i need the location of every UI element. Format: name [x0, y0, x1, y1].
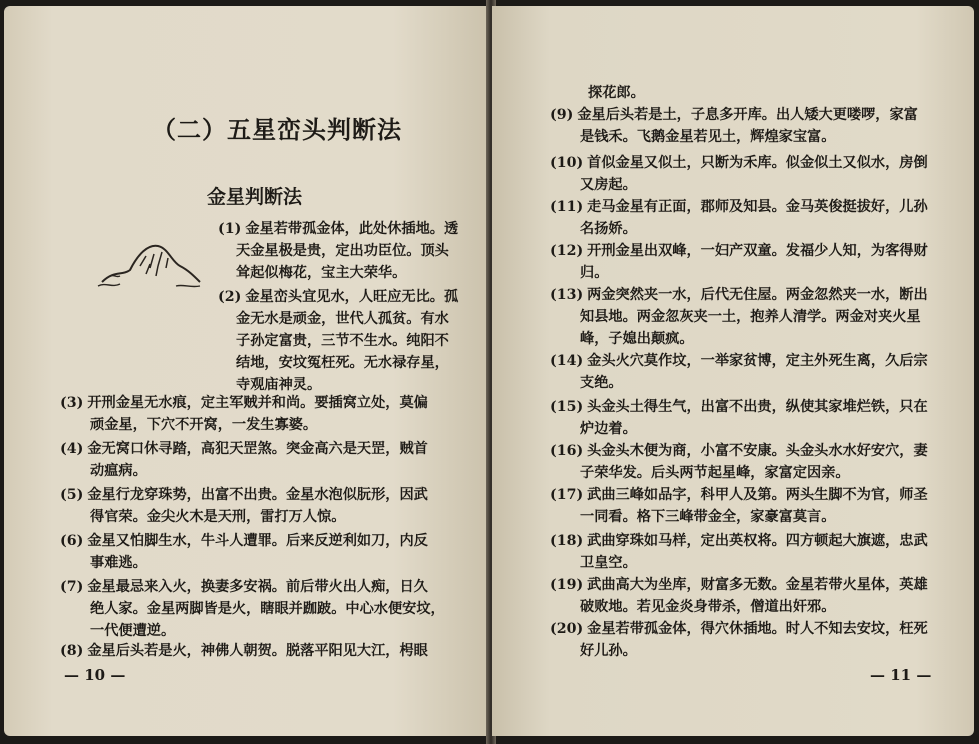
entry-line: 又房起。 [580, 177, 637, 193]
entry-line: 金无窝口休寻踏，高犯天罡煞。突金高六是天罡，贼首 [87, 441, 428, 457]
entry-line: 结地，安坟冤枉死。无水禄存星， [236, 355, 449, 371]
entry-10 [550, 152, 928, 196]
entry-line: 峰，子媳出颠疯。 [580, 331, 694, 347]
entry-line: 卫皇空。 [580, 555, 637, 571]
entry-number: (7) [60, 579, 84, 595]
entry-line: 两金突然夹一水，后代无住屋。两金忽然夹一水，断出 [587, 287, 928, 303]
page-number: — 10 — [64, 666, 126, 684]
entry-number: (3) [60, 395, 84, 411]
entry-line: 武曲穿珠如马样，定出英权将。四方顿起大旗遮，忠武 [587, 533, 928, 549]
page-number: — 11 — [870, 666, 932, 684]
entry-number: (4) [60, 441, 84, 457]
entry-line: 金星又怕脚生水，牛斗人遭罪。后来反逆利如刀，内反 [87, 533, 428, 549]
entry-line: 头金头土得生气，出富不出贵，纵使其家堆烂铁，只在 [587, 399, 928, 415]
entry-line: 动瘟病。 [90, 463, 147, 479]
entry-number: (8) [60, 643, 84, 659]
entry-line: 金星后头若是土，子息多开库。出人矮大更喽啰，家富 [577, 107, 918, 123]
entry-line: 一代便遭逆。 [90, 623, 176, 639]
entry-number: (19) [550, 577, 584, 593]
entry-line: 武曲高大为坐库，财富多无数。金星若带火星体，英雄 [587, 577, 928, 593]
entry-line: 探花郎。 [588, 85, 645, 101]
mountain-illustration-icon [96, 236, 206, 292]
entry-14 [550, 350, 928, 394]
entry-line: 头金头木便为商，小富不安康。头金头水水好安穴，妻 [587, 443, 928, 459]
entry-number: (13) [550, 287, 584, 303]
entry-line: 绝人家。金星两脚皆是火，瞎眼并跏跛。中心水便安坟， [90, 601, 445, 617]
entry-9 [550, 104, 918, 148]
entry-line: 寺观庙神灵。 [236, 377, 322, 393]
entry-3 [60, 392, 428, 436]
entry-6 [60, 530, 428, 574]
entry-line: 金头火穴莫作坟，一举家贫博，定主外死生离，久后宗 [587, 353, 928, 369]
entry-line: 天金星极是贵，定出功臣位。顶头 [236, 243, 449, 259]
subtitle: 金星判断法 [207, 186, 303, 208]
entry-line: 炉边着。 [580, 421, 637, 437]
entry-number: (16) [550, 443, 584, 459]
entry-line: 归。 [580, 265, 609, 281]
section-title: （二）五星峦头判断法 [152, 115, 402, 144]
entry-7 [60, 576, 445, 642]
entry-line: 首似金星又似土，只断为禾库。似金似土又似水，房倒 [587, 155, 928, 171]
entry-line: 知县地。两金忽灰夹一土，抱养人清学。两金对夹火星 [580, 309, 921, 325]
entry-12 [550, 240, 928, 284]
entry-line: 顽金星，下穴不开窝，一发生寡婆。 [90, 417, 318, 433]
entry-19 [550, 574, 928, 618]
entry-line: 金星若带孤金体，此处休插地。透 [245, 221, 459, 237]
entry-line: 武曲三峰如品字，科甲人及第。两头生脚不为官，师圣 [587, 487, 928, 503]
top-fragment [588, 82, 645, 104]
entry-number: (6) [60, 533, 84, 549]
entry-line: 开刑金星出双峰，一妇产双童。发福少人知，为客得财 [587, 243, 928, 259]
entry-line: 得官荣。金尖火木是天刑，雷打万人惊。 [90, 509, 346, 525]
entry-number: (9) [550, 107, 574, 123]
right-page [492, 6, 974, 736]
entry-line: 事难逃。 [90, 555, 147, 571]
entry-line: 名扬娇。 [580, 221, 637, 237]
entry-number: (12) [550, 243, 584, 259]
entry-number: (2) [218, 289, 242, 305]
entry-line: 好儿孙。 [580, 643, 637, 659]
entry-line: 子孙定富贵，三节不生水。纯阳不 [236, 333, 449, 349]
entry-18 [550, 530, 928, 574]
entry-line: 金星若带孤金体，得穴休插地。时人不知去安坟，枉死 [587, 621, 928, 637]
entry-1 [218, 218, 458, 284]
entry-line: 金星后头若是火，神佛人朝贺。脱落平阳见大江，枵眼 [87, 643, 428, 659]
entry-line: 耸起似梅花，宝主大荣华。 [236, 265, 407, 281]
left-page [4, 6, 490, 736]
entry-2 [218, 286, 458, 396]
entry-number: (11) [550, 199, 584, 215]
entry-line: 开刑金星无水痕，定主军贼并和尚。要插窝立处，莫偏 [87, 395, 428, 411]
entry-number: (20) [550, 621, 584, 637]
entry-line: 金星峦头宜见水，人旺应无比。孤 [245, 289, 459, 305]
entry-line: 支绝。 [580, 375, 623, 391]
entry-15 [550, 396, 928, 440]
entry-number: (17) [550, 487, 584, 503]
entry-17 [550, 484, 928, 528]
entry-13 [550, 284, 928, 350]
entry-line: 破败地。若见金炎身带杀，僧道出奸邪。 [580, 599, 836, 615]
entry-number: (5) [60, 487, 84, 503]
entry-line: 一同看。格下三峰带金全，家豪富莫言。 [580, 509, 836, 525]
entry-line: 金星最忌来入火，换妻多安祸。前后带火出人痴，日久 [87, 579, 428, 595]
entry-line: 金无水是顽金，世代人孤贫。有水 [236, 311, 449, 327]
entry-line: 是钱禾。飞鹅金星若见土，辉煌家宝富。 [580, 129, 836, 145]
entry-number: (1) [218, 221, 242, 237]
entry-11 [550, 196, 928, 240]
entry-16 [550, 440, 928, 484]
entry-number: (18) [550, 533, 584, 549]
entry-number: (14) [550, 353, 584, 369]
entry-20 [550, 618, 928, 662]
entry-number: (15) [550, 399, 584, 415]
entry-8 [60, 640, 428, 662]
entry-line: 走马金星有正面，郡师及知县。金马英俊挺拔好，儿孙 [587, 199, 928, 215]
entry-5 [60, 484, 428, 528]
entry-line: 金星行龙穿珠势，出富不出贵。金星水泡似朊形，因武 [87, 487, 428, 503]
entry-line: 子荣华发。后头两节起星峰，家富定因亲。 [580, 465, 850, 481]
entry-number: (10) [550, 155, 584, 171]
entry-4 [60, 438, 428, 482]
